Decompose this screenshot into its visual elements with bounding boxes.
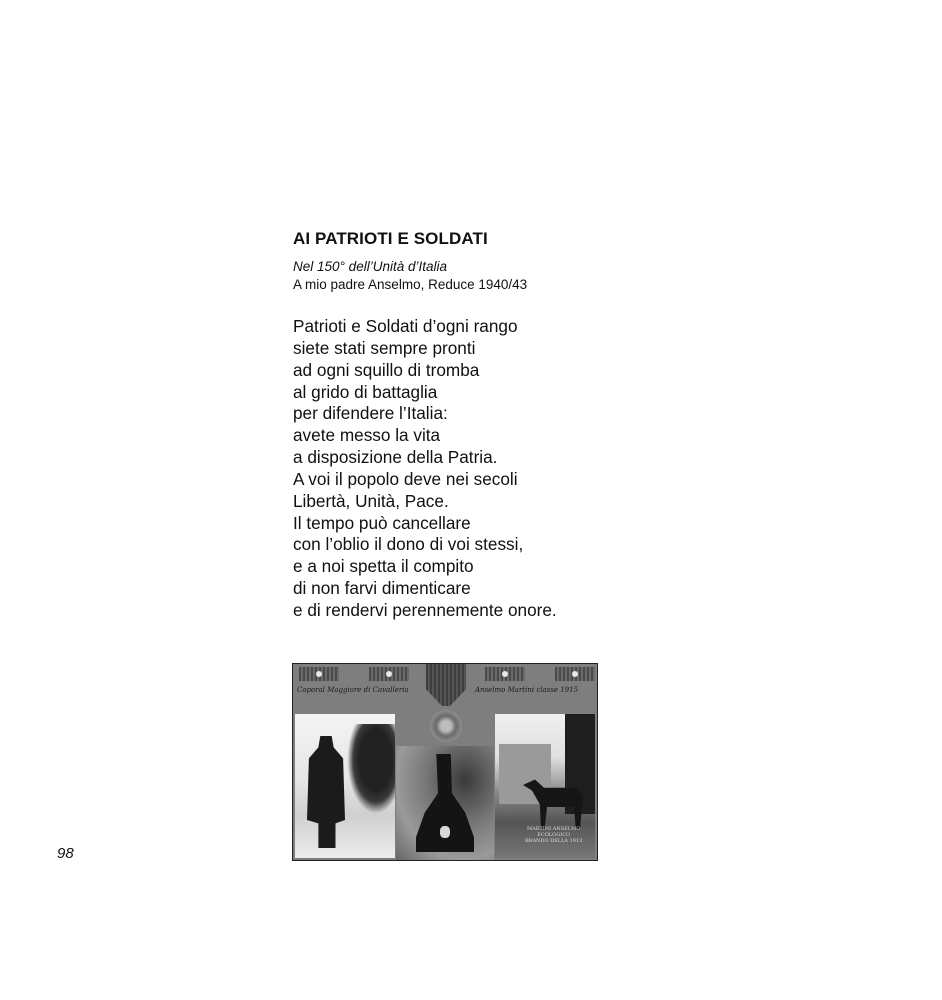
photo-inscription: MARTINI ANSELMO ECOLOGICO BRANDO DELLA 1913 [525,826,583,844]
verse: e a noi spetta il compito [293,556,474,577]
page-number: 98 [57,845,74,862]
verse: Patrioti e Soldati d’ogni rango [293,316,518,336]
photo-soldier-standing [295,714,395,858]
ribbon-bar-icon [485,667,525,681]
verse: e di rendervi perennemente onore. [293,599,557,620]
verse: siete stati sempre pronti [293,337,476,358]
verse: ad ogni squillo di tromba [293,359,480,380]
verse: al grido di battaglia [293,381,438,402]
memorial-photo-collage [292,663,598,861]
verse: Libertà, Unità, Pace. [293,490,449,511]
helmet-badge-icon [440,826,450,838]
ribbon-bar-icon [555,667,595,681]
dedication-anniversary: Nel 150° dell’Unità d’Italia [293,259,447,274]
handwritten-caption-left: Caporal Maggiore di Cavalleria [297,686,409,694]
photo-shako-helmet [396,746,494,860]
verse: con l’oblio il dono di voi stessi, [293,534,524,555]
dedication [293,258,527,294]
soldier-figure [307,736,345,848]
photo-horse-statue [495,714,595,858]
verse: a disposizione della Patria. [293,447,498,468]
verse: A voi il popolo deve nei secoli [293,468,518,489]
medal-ribbon [426,664,466,706]
handwritten-caption-right: Anselmo Martini classe 1915 [475,686,579,694]
dedication-father: A mio padre Anselmo, Reduce 1940/43 [293,277,528,292]
ribbon-bar-icon [369,667,409,681]
poem-title: AI PATRIOTI E SOLDATI [293,229,488,248]
trees [347,724,395,814]
ribbon-bar-icon [299,667,339,681]
verse: per difendere l’Italia: [293,403,448,424]
verse: di non farvi dimenticare [293,578,471,599]
verse: avete messo la vita [293,425,441,446]
verse: Il tempo può cancellare [293,512,471,533]
poem-body [293,316,557,622]
star-medal-icon [428,708,464,744]
